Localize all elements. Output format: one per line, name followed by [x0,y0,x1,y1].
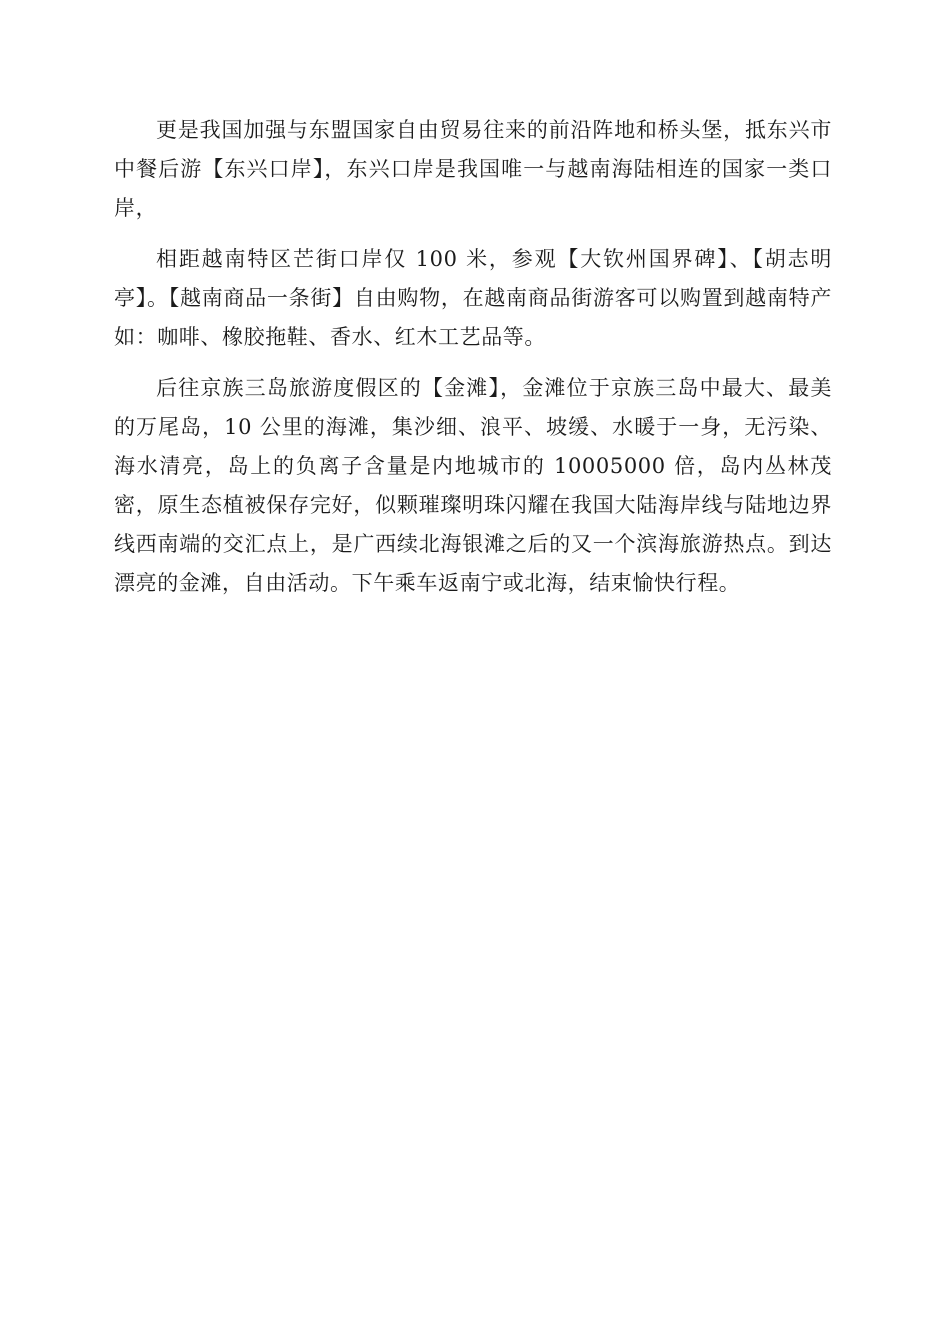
paragraph-dongxing-port: 更是我国加强与东盟国家自由贸易往来的前沿阵地和桥头堡，抵东兴市中餐后游【东兴口岸】，东兴口岸是我国唯一与越南海陆相连的国家一类口岸， [114,118,832,220]
paragraph-golden-beach: 后往京族三岛旅游度假区的【金滩】，金滩位于京族三岛中最大、最美的万尾岛，10 公里的海滩，集沙细、浪平、坡缓、水暖于一身，无污染、海水清亮，岛上的负离子含量是内地城市的 10005000 倍，岛内丛林茂密，原生态植被保存完好，似颗璀璨明珠闪耀在我国大陆海岸线与陆地边界线西南端的交汇点上，是广西续北海银滩之后的又一个滨海旅游热点。到达漂亮的金滩，自由活动。下午乘车返南宁或北海，结束愉快行程。 [114,376,832,595]
document-body [114,111,832,615]
paragraph-vietnam-street: 相距越南特区芒街口岸仅 100 米，参观【大钦州国界碑】、【胡志明亭】。【越南商品一条街】自由购物，在越南商品街游客可以购置到越南特产如：咖啡、橡胶拖鞋、香水、红木工艺品等。 [114,247,832,349]
